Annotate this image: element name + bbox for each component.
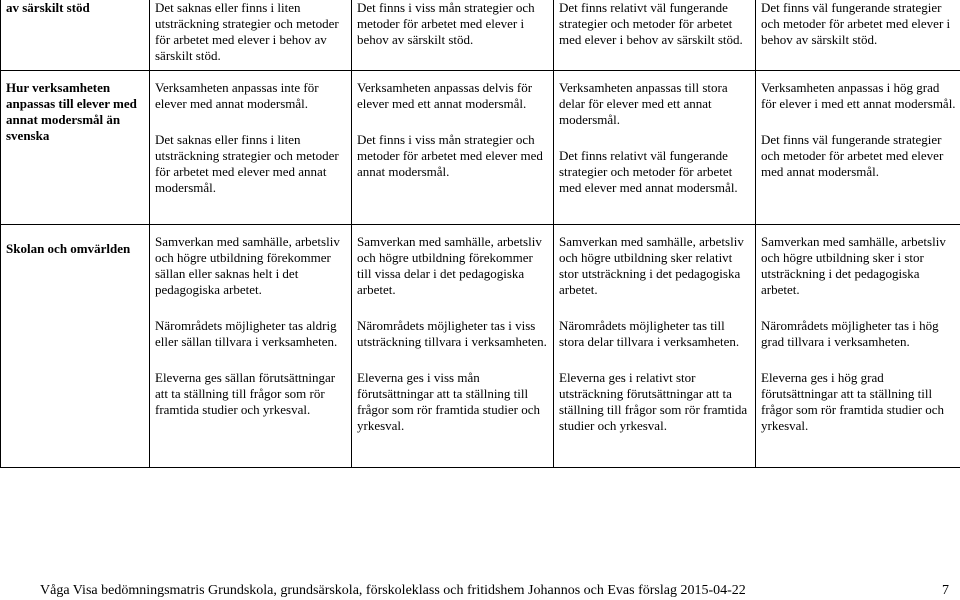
cell-text: Det saknas eller finns i liten utsträckning strategier och metoder för arbetet med elever i behov av särskilt stöd.: [155, 0, 339, 63]
cell-text: Verksamheten anpassas inte för elever med annat modersmål.: [155, 80, 319, 111]
cell-text: Det finns i viss mån strategier och metoder för arbetet med elever i behov av särskilt stöd.: [357, 0, 535, 47]
cell-text: Eleverna ges sällan förutsättningar att ta ställning till frågor som rör framtida studier och yrkesval.: [155, 370, 336, 417]
cell-text: Samverkan med samhälle, arbetsliv och högre utbildning sker relativt stor utsträckning i det pedagogiska arbetet.: [559, 234, 744, 297]
cell-text: Verksamheten anpassas delvis för elever med ett annat modersmål.: [357, 80, 533, 111]
cell-text: Det finns väl fungerande strategier och metoder för arbetet med elever med annat modersmål.: [761, 132, 944, 179]
cell-text: Eleverna ges i hög grad förutsättningar att ta ställning till frågor som rör framtida studier och yrkesval.: [761, 370, 945, 433]
matrix-row-school-and-world: [1, 225, 960, 468]
row-header-text: Hur verksamheten anpassas till elever med annat modersmål än svenska: [6, 80, 137, 143]
cell-text: Det finns relativt väl fungerande strategier och metoder för arbetet med elever i behov av särskilt stöd.: [559, 0, 743, 47]
row-header-special-support: [1, 0, 150, 71]
matrix-cell-level-3: [554, 71, 756, 225]
cell-text: Närområdets möjligheter tas i hög grad tillvara i verksamheten.: [761, 318, 939, 349]
row-header-text: Skolan och omvärlden: [6, 241, 131, 256]
cell-text: Närområdets möjligheter tas till stora delar tillvara i verksamheten.: [559, 318, 740, 349]
cell-text: Närområdets möjligheter tas i viss utsträckning tillvara i verksamheten.: [357, 318, 547, 349]
matrix-cell-level-1: [150, 0, 352, 71]
cell-text: Verksamheten anpassas till stora delar för elever med ett annat modersmål.: [559, 80, 728, 127]
cell-text: Det saknas eller finns i liten utsträckning strategier och metoder för arbetet med elever med annat modersmål.: [155, 132, 339, 195]
matrix-cell-level-1: [150, 225, 352, 468]
matrix-cell-level-2: [352, 225, 554, 468]
row-header-mother-tongue: [1, 71, 150, 225]
cell-text: Verksamheten anpassas i hög grad för elever i med ett annat modersmål.: [761, 80, 956, 111]
matrix-row-mother-tongue: [1, 71, 960, 225]
matrix-cell-level-4: [756, 225, 960, 468]
cell-text: Det finns i viss mån strategier och metoder för arbetet med elever med annat modersmål.: [357, 132, 543, 179]
cell-text: Närområdets möjligheter tas aldrig eller sällan tillvara i verksamheten.: [155, 318, 338, 349]
matrix-cell-level-4: [756, 71, 960, 225]
matrix-cell-level-2: [352, 71, 554, 225]
matrix-cell-level-3: [554, 0, 756, 71]
matrix-row-special-support: [1, 0, 960, 71]
row-header-text: av särskilt stöd: [6, 0, 90, 15]
cell-text: Det finns väl fungerande strategier och metoder för arbetet med elever i behov av särskilt stöd.: [761, 0, 951, 47]
matrix-cell-level-4: [756, 0, 960, 71]
matrix-cell-level-2: [352, 0, 554, 71]
cell-text: Samverkan med samhälle, arbetsliv och högre utbildning förekommer sällan eller saknas helt i det pedagogiska arbetet.: [155, 234, 340, 297]
cell-text: Eleverna ges i viss mån förutsättningar att ta ställning till frågor som rör framtida studier och yrkesval.: [357, 370, 541, 433]
cell-text: Det finns relativt väl fungerande strategier och metoder för arbetet med elever med annat modersmål.: [559, 148, 738, 195]
row-header-school-and-world: [1, 225, 150, 468]
matrix-cell-level-1: [150, 71, 352, 225]
cell-text: Samverkan med samhälle, arbetsliv och högre utbildning förekommer till vissa delar i det pedagogiska arbetet.: [357, 234, 542, 297]
footer-text: Våga Visa bedömningsmatris Grundskola, grundsärskola, förskoleklass och fritidshem Johannos och Evas förslag 2015-04-22: [40, 583, 746, 598]
page-number: 7: [942, 583, 949, 598]
cell-text: Samverkan med samhälle, arbetsliv och högre utbildning sker i stor utsträckning i det pedagogiska arbetet.: [761, 234, 946, 297]
matrix-cell-level-3: [554, 225, 756, 468]
cell-text: Eleverna ges i relativt stor utsträckning förutsättningar att ta ställning till frågor som rör framtida studier och yrkesval.: [559, 370, 748, 433]
